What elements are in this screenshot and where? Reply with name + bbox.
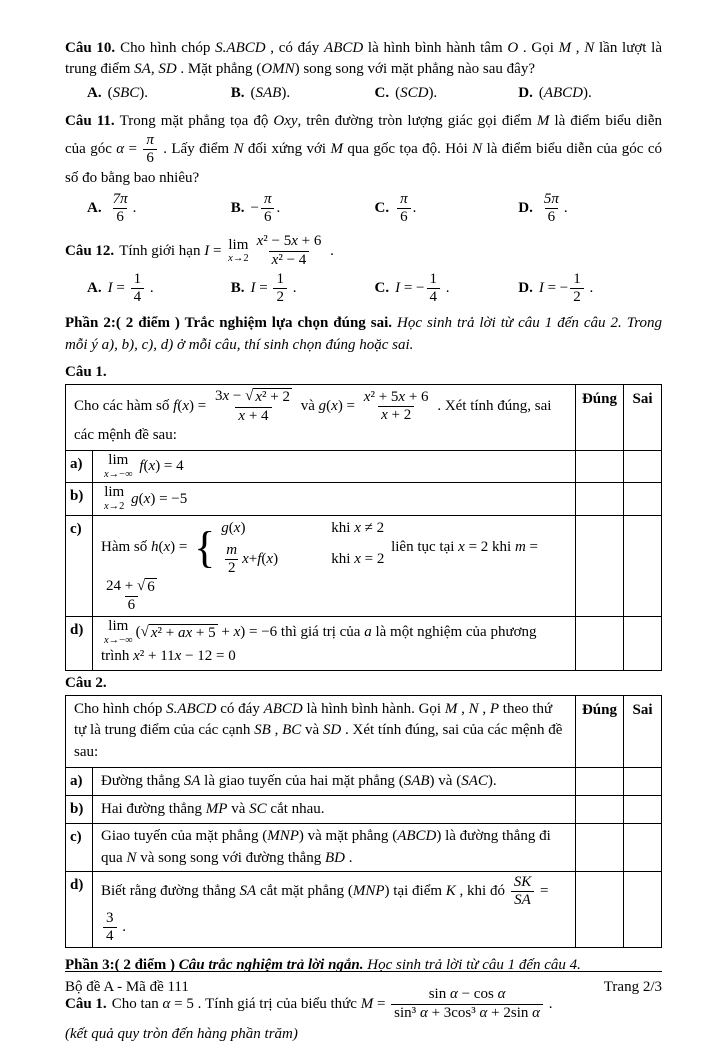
row-key-cell: b) bbox=[66, 796, 93, 824]
question-12-option-d bbox=[518, 271, 662, 307]
part2-heading-text: Phần 2:( 2 điểm ) Trắc nghiệm lựa chọn đúng sai. Học sinh trả lời từ câu 1 đến câu 2. Trong mỗi ý a), b), c), d) ở mỗi câu, thí sinh chọn đúng hoặc sai. bbox=[65, 315, 662, 353]
row-key-cell: c) bbox=[66, 515, 93, 616]
cau2-row-d bbox=[66, 872, 662, 948]
sai-answer-cell bbox=[624, 451, 662, 483]
question-12-text bbox=[65, 233, 662, 269]
question-10-option-c bbox=[375, 83, 519, 104]
option-text: I = $\frac{1}{4}$ . bbox=[107, 270, 154, 306]
dung-answer-cell bbox=[575, 451, 623, 483]
cau2-header-row bbox=[66, 695, 662, 767]
sai-answer-cell bbox=[624, 483, 662, 515]
option-text: $\frac{7\pi}{6}$ . bbox=[112, 190, 137, 226]
statement-text: lim x→−∞ ( √ x² + ax + 5 + x) = −6 thì giá trị của a là một nghiệm của phương trình x² + 11x − 12 = 0 bbox=[101, 618, 537, 665]
cau2-col-sai: Sai bbox=[624, 695, 662, 767]
statement-cell bbox=[93, 872, 576, 948]
question-10 bbox=[65, 38, 662, 104]
statement-cell bbox=[93, 483, 576, 515]
question-11-option-d bbox=[518, 191, 662, 227]
question-11-body: Trong mặt phẳng tọa độ Oxy, trên đường tròn lượng giác gọi điểm M là điểm biểu diễn của góc α = $\frac{\pi}{6}$ . Lấy điểm N đối xứng với M qua gốc tọa độ. Hỏi N là điểm biểu diễn của góc có số đo bằng bao nhiêu? bbox=[65, 112, 662, 186]
part2-cau1-label bbox=[65, 362, 662, 383]
cau2-row-b bbox=[66, 796, 662, 824]
option-key: C. bbox=[374, 84, 390, 101]
dung-answer-cell bbox=[575, 617, 623, 671]
cau2-row-a bbox=[66, 767, 662, 795]
statement-text: Đường thẳng SA là giao tuyến của hai mặt phẳng (SAB) và (SAC). bbox=[101, 772, 497, 789]
option-key: D. bbox=[518, 84, 533, 101]
cau1-row-d bbox=[66, 617, 662, 671]
question-10-body: Cho hình chóp S.ABCD , có đáy ABCD là hình bình hành tâm O . Gọi M , N lần lượt là trung điểm SA, SD . Mặt phẳng (OMN) song song với mặt phẳng nào sau đây? bbox=[65, 40, 662, 78]
question-11-options bbox=[65, 191, 662, 227]
question-10-label: Câu 10. bbox=[65, 40, 116, 56]
cau1-row-a bbox=[66, 451, 662, 483]
option-key: A. bbox=[87, 280, 102, 297]
option-key: A. bbox=[87, 200, 102, 217]
statement-cell bbox=[93, 796, 576, 824]
sai-answer-cell bbox=[624, 796, 662, 824]
dung-answer-cell bbox=[575, 872, 623, 948]
option-key: C. bbox=[374, 200, 390, 217]
cau1-intro-text: Cho các hàm số f(x) = 3x − √ x² + 2 x + 4 và g(x) = $\frac{\text{x² + 5x + 6}}{x + 2}$ . Xét tính đúng, sai các mệnh đề sau: bbox=[74, 388, 552, 443]
part3-q1-note bbox=[65, 1024, 662, 1045]
question-12-option-b bbox=[231, 271, 375, 307]
cau2-intro-text: Cho hình chóp S.ABCD có đáy ABCD là hình bình hành. Gọi M , N , P theo thứ tự là trung điểm của các cạnh SB , BC và SD . Xét tính đúng, sai của các mệnh đề sau: bbox=[74, 700, 563, 760]
cau1-header-row bbox=[66, 385, 662, 451]
option-key: B. bbox=[230, 280, 245, 297]
option-text: (SBC). bbox=[107, 84, 149, 101]
cau2-true-false-table bbox=[65, 695, 662, 948]
question-11 bbox=[65, 111, 662, 227]
sai-answer-cell bbox=[624, 617, 662, 671]
statement-cell bbox=[93, 451, 576, 483]
question-11-label: Câu 11. bbox=[65, 112, 115, 129]
dung-answer-cell bbox=[575, 515, 623, 616]
statement-text: lim x→−∞ f(x) = 4 bbox=[104, 452, 184, 480]
question-10-option-d bbox=[518, 83, 662, 104]
question-12-options bbox=[65, 271, 662, 307]
dung-answer-cell bbox=[575, 796, 623, 824]
row-key-cell: a) bbox=[66, 767, 93, 795]
cau1-row-b bbox=[66, 483, 662, 515]
option-text: $\frac{5\pi}{6}$ . bbox=[543, 190, 568, 226]
cau2-intro-cell bbox=[66, 695, 576, 767]
cau1-true-false-table bbox=[65, 384, 662, 670]
sai-answer-cell bbox=[624, 515, 662, 616]
sai-answer-cell bbox=[624, 767, 662, 795]
statement-cell bbox=[93, 824, 576, 872]
row-key-cell: d) bbox=[66, 872, 93, 948]
row-key-cell: b) bbox=[66, 483, 93, 515]
statement-text: Hai đường thẳng MP và SC cắt nhau. bbox=[101, 801, 325, 818]
part2-cau2-label bbox=[65, 673, 662, 694]
question-10-option-a bbox=[87, 83, 231, 104]
question-10-option-b bbox=[231, 83, 375, 104]
footer-page-number: Trang 2/3 bbox=[603, 978, 662, 995]
dung-answer-cell bbox=[575, 483, 623, 515]
footer-doc-code: Bộ đề A - Mã đề 111 bbox=[65, 978, 189, 995]
statement-text: Biết rằng đường thẳng SA cắt mặt phẳng (MNP) tại điểm K , khi đó $\frac{SK}{SA}$ = $\frac{3}{4}$ . bbox=[101, 874, 549, 944]
option-key: D. bbox=[518, 200, 533, 217]
dung-answer-cell bbox=[575, 767, 623, 795]
question-12-option-c bbox=[375, 271, 519, 307]
option-key: A. bbox=[87, 84, 102, 101]
statement-cell bbox=[93, 515, 576, 616]
option-text: (SAB). bbox=[250, 84, 291, 101]
option-text: $\frac{\pi}{6}$ . bbox=[395, 191, 416, 227]
cau2-col-dung: Đúng bbox=[575, 695, 623, 767]
part3-q1-body: Cho tan α = 5 . Tính giá trị của biểu thức M = $\frac{\text{sin α − cos α}}{\text{sin³ α + 3cos³ α + 2sin α}}$ . bbox=[111, 986, 553, 1021]
sai-answer-cell bbox=[624, 824, 662, 872]
question-12 bbox=[65, 233, 662, 306]
question-12-option-a bbox=[87, 271, 231, 307]
dung-answer-cell bbox=[575, 824, 623, 872]
row-key-cell: c) bbox=[66, 824, 93, 872]
row-key-cell: a) bbox=[66, 451, 93, 483]
cau1-row-c bbox=[66, 515, 662, 616]
statement-text: Hàm số h(x) = { g ( x ) khi x ≠ 2 $\frac{m}{2}$ x + f ( x ) khi x = 2 liên tục tại x = 2 khi m = 24 + √ 6 6 bbox=[101, 519, 539, 613]
part2-cau1-label-text: Câu 1. bbox=[65, 364, 107, 381]
sai-answer-cell bbox=[624, 872, 662, 948]
part3-q1-note-text: (kết quả quy tròn đến hàng phần trăm) bbox=[65, 1025, 298, 1042]
statement-cell bbox=[93, 767, 576, 795]
option-key: D. bbox=[518, 280, 533, 297]
page-footer bbox=[65, 971, 662, 998]
part2-heading bbox=[65, 313, 662, 356]
question-11-option-a bbox=[87, 191, 231, 227]
part3-q1-label: Câu 1. bbox=[65, 995, 107, 1012]
statement-cell bbox=[93, 617, 576, 671]
part2-cau2-label-text: Câu 2. bbox=[65, 674, 107, 691]
question-12-body: Tính giới hạn I = lim x→2 $\frac{\text{x² − 5x + 6}}{\text{x² − 4}}$ . bbox=[119, 233, 334, 268]
option-text: I = $\frac{1}{2}$ . bbox=[250, 270, 297, 306]
option-text: I = − $\frac{1}{4}$ . bbox=[395, 270, 450, 306]
option-text: (SCD). bbox=[395, 84, 438, 101]
question-11-option-b bbox=[231, 191, 375, 227]
cau1-col-sai: Sai bbox=[624, 385, 662, 451]
question-11-text bbox=[65, 111, 662, 189]
option-key: C. bbox=[374, 280, 390, 297]
cau2-row-c bbox=[66, 824, 662, 872]
cau1-intro-cell bbox=[66, 385, 576, 451]
option-text: I = − $\frac{1}{2}$ . bbox=[538, 270, 594, 306]
question-10-options bbox=[65, 83, 662, 104]
row-key-cell: d) bbox=[66, 617, 93, 671]
question-10-text bbox=[65, 38, 662, 81]
part3-heading-text: Phần 3:( 2 điểm ) Câu trắc nghiệm trả lời ngắn. Học sinh trả lời từ câu 1 đến câu 4. bbox=[65, 957, 581, 974]
option-key: B. bbox=[230, 84, 245, 101]
statement-text: Giao tuyến của mặt phẳng (MNP) và mặt phẳng (ABCD) là đường thẳng đi qua N và song song với đường thẳng BD . bbox=[101, 828, 551, 866]
option-text: (ABCD). bbox=[538, 84, 592, 101]
statement-text: lim x→2 g(x) = −5 bbox=[104, 484, 188, 513]
question-12-label: Câu 12. bbox=[65, 242, 115, 259]
option-key: B. bbox=[230, 200, 245, 217]
option-text: − $\frac{\pi}{6}$ . bbox=[250, 190, 281, 226]
cau1-col-dung: Đúng bbox=[575, 385, 623, 451]
question-11-option-c bbox=[375, 191, 519, 227]
